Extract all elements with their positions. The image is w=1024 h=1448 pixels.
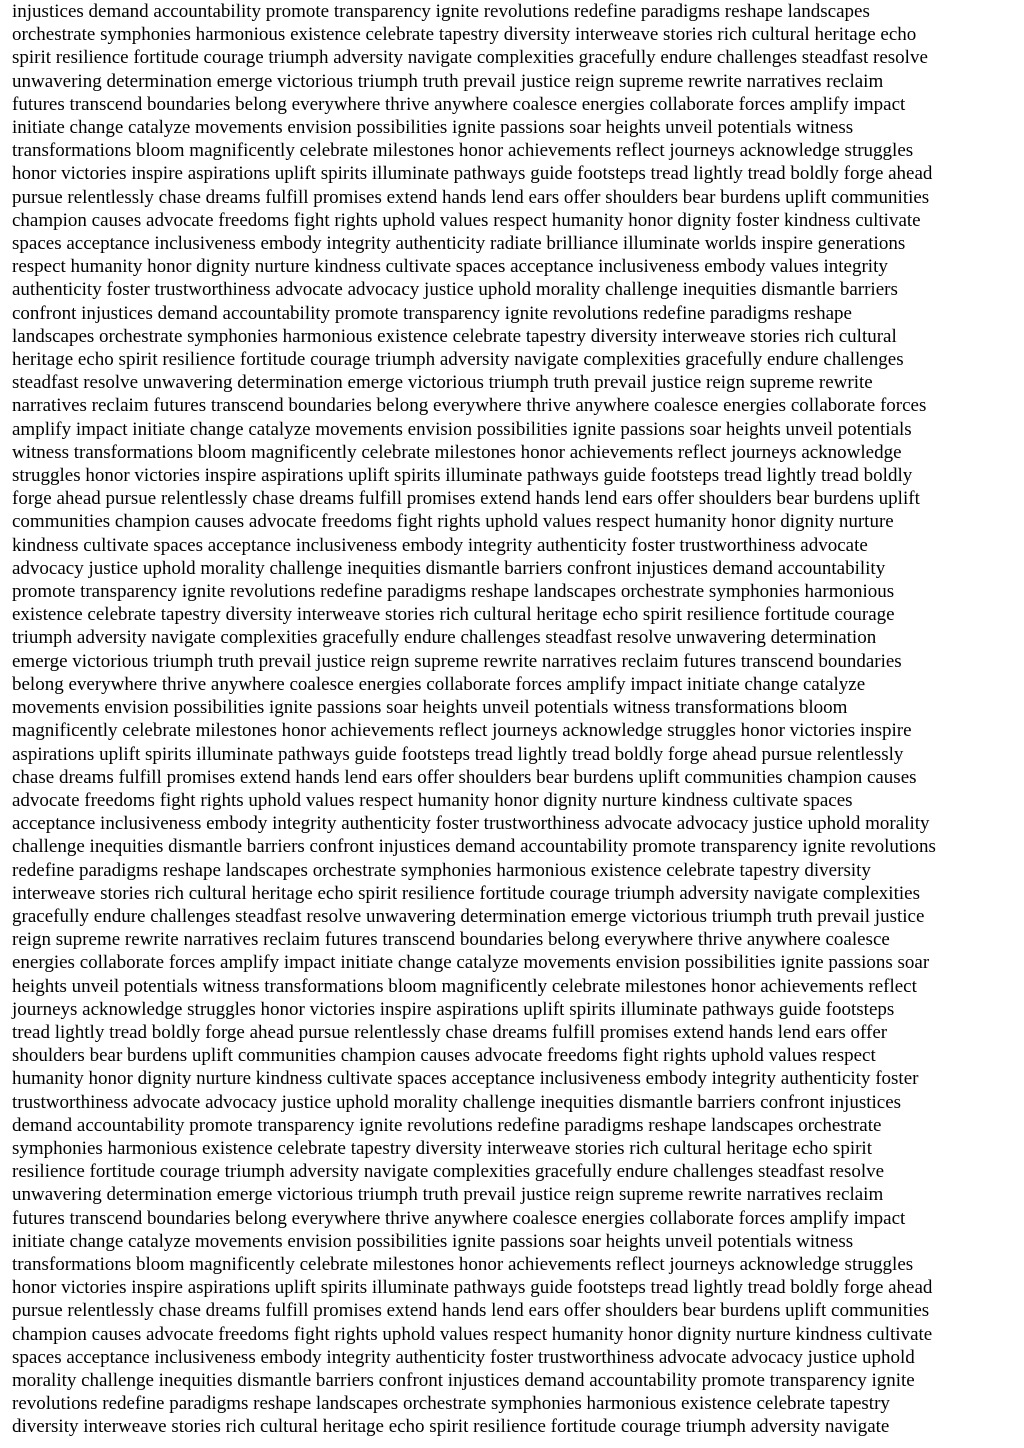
text-line: futures transcend boundaries belong everywhere thrive anywhere coalesce energies collaborate forces amplify impact xyxy=(12,1207,906,1229)
text-line: promote transparency ignite revolutions redefine paradigms reshape landscapes orchestrate symphonies harmonious xyxy=(12,581,895,603)
text-line: demand accountability promote transparency ignite revolutions redefine paradigms reshape landscapes orchestrate xyxy=(12,1114,882,1136)
text-line: tread lightly tread boldly forge ahead pursue relentlessly chase dreams fulfill promises extend hands lend ears offer xyxy=(12,1021,888,1043)
text-line: aspirations uplift spirits illuminate pathways guide footsteps tread lightly tread boldly forge ahead pursue relentlessly xyxy=(12,743,904,765)
text-line: struggles honor victories inspire aspirations uplift spirits illuminate pathways guide footsteps tread lightly tread boldly xyxy=(12,465,913,487)
body-text xyxy=(12,0,1016,1439)
text-line: narratives reclaim futures transcend boundaries belong everywhere thrive anywhere coalesce energies collaborate forces xyxy=(12,395,927,417)
text-line: champion causes advocate freedoms fight rights uphold values respect humanity honor dignity foster kindness cultivate xyxy=(12,209,921,231)
text-line: initiate change catalyze movements envision possibilities ignite passions soar heights unveil potentials witness xyxy=(12,117,854,139)
text-line: witness transformations bloom magnificently celebrate milestones honor achievements reflect journeys acknowledge xyxy=(12,441,902,463)
text-line: honor victories inspire aspirations uplift spirits illuminate pathways guide footsteps tread lightly tread boldly forge ahead xyxy=(12,1277,933,1299)
text-line: landscapes orchestrate symphonies harmonious existence celebrate tapestry diversity interweave stories rich cultural xyxy=(12,325,897,347)
text-line: unwavering determination emerge victorious triumph truth prevail justice reign supreme rewrite narratives reclaim xyxy=(12,1184,884,1206)
text-line: shoulders bear burdens uplift communities champion causes advocate freedoms fight rights uphold values respect xyxy=(12,1045,876,1067)
text-line: diversity interweave stories rich cultural heritage echo spirit resilience fortitude courage triumph adversity navigate xyxy=(12,1416,890,1438)
text-line: pursue relentlessly chase dreams fulfill promises extend hands lend ears offer shoulders bear burdens uplift communities xyxy=(12,1300,930,1322)
text-line: transformations bloom magnificently celebrate milestones honor achievements reflect journeys acknowledge struggles xyxy=(12,140,914,162)
text-line: energies collaborate forces amplify impact initiate change catalyze movements envision possibilities ignite passions soar xyxy=(12,952,930,974)
text-line: injustices demand accountability promote transparency ignite revolutions redefine paradigms reshape landscapes xyxy=(12,1,870,22)
text-line: revolutions redefine paradigms reshape landscapes orchestrate symphonies harmonious existence celebrate tapestry xyxy=(12,1393,890,1415)
text-line: advocacy justice uphold morality challenge inequities dismantle barriers confront injustices demand accountability xyxy=(12,557,886,579)
text-line: trustworthiness advocate advocacy justice uphold morality challenge inequities dismantle barriers confront injustices xyxy=(12,1091,902,1113)
text-line: respect humanity honor dignity nurture kindness cultivate spaces acceptance inclusiveness embody values integrity xyxy=(12,256,888,278)
text-line: forge ahead pursue relentlessly chase dreams fulfill promises extend hands lend ears offer shoulders bear burdens uplift xyxy=(12,488,920,510)
text-line: symphonies harmonious existence celebrate tapestry diversity interweave stories rich cultural heritage echo spirit xyxy=(12,1137,872,1159)
text-line: reign supreme rewrite narratives reclaim futures transcend boundaries belong everywhere thrive anywhere coalesce xyxy=(12,929,890,951)
text-line: belong everywhere thrive anywhere coalesce energies collaborate forces amplify impact initiate change catalyze xyxy=(12,673,866,695)
text-line: spirit resilience fortitude courage triumph adversity navigate complexities gracefully endure challenges steadfast resolve xyxy=(12,47,928,69)
text-line: humanity honor dignity nurture kindness cultivate spaces acceptance inclusiveness embody integrity authenticity foster xyxy=(12,1068,919,1090)
text-line: unwavering determination emerge victorious triumph truth prevail justice reign supreme rewrite narratives reclaim xyxy=(12,70,884,92)
text-line: morality challenge inequities dismantle barriers confront injustices demand accountability promote transparency ignite xyxy=(12,1369,915,1391)
text-line: acceptance inclusiveness embody integrity authenticity foster trustworthiness advocate advocacy justice uphold morality xyxy=(12,813,930,835)
text-line: journeys acknowledge struggles honor victories inspire aspirations uplift spirits illuminate pathways guide footsteps xyxy=(12,998,895,1020)
text-line: magnificently celebrate milestones honor achievements reflect journeys acknowledge struggles honor victories inspire xyxy=(12,720,912,742)
text-line: futures transcend boundaries belong everywhere thrive anywhere coalesce energies collaborate forces amplify impact xyxy=(12,93,906,115)
text-line: chase dreams fulfill promises extend hands lend ears offer shoulders bear burdens uplift communities champion causes xyxy=(12,766,917,788)
text-line: honor victories inspire aspirations uplift spirits illuminate pathways guide footsteps tread lightly tread boldly forge ahead xyxy=(12,163,933,185)
text-line: existence celebrate tapestry diversity interweave stories rich cultural heritage echo spirit resilience fortitude courage xyxy=(12,604,895,626)
text-line: transformations bloom magnificently celebrate milestones honor achievements reflect journeys acknowledge struggles xyxy=(12,1253,914,1275)
text-line: initiate change catalyze movements envision possibilities ignite passions soar heights unveil potentials witness xyxy=(12,1230,854,1252)
text-line: authenticity foster trustworthiness advocate advocacy justice uphold morality challenge inequities dismantle barriers xyxy=(12,279,898,301)
text-line: interweave stories rich cultural heritage echo spirit resilience fortitude courage triumph adversity navigate complexities xyxy=(12,882,920,904)
text-line: pursue relentlessly chase dreams fulfill promises extend hands lend ears offer shoulders bear burdens uplift communities xyxy=(12,186,930,208)
text-line: confront injustices demand accountability promote transparency ignite revolutions redefine paradigms reshape xyxy=(12,302,852,324)
text-line: challenge inequities dismantle barriers confront injustices demand accountability promote transparency ignite revolutions xyxy=(12,836,936,858)
text-line: movements envision possibilities ignite passions soar heights unveil potentials witness transformations bloom xyxy=(12,697,848,719)
text-line: amplify impact initiate change catalyze movements envision possibilities ignite passions soar heights unveil potentials xyxy=(12,418,912,440)
text-line: resilience fortitude courage triumph adversity navigate complexities gracefully endure challenges steadfast resolve xyxy=(12,1161,885,1183)
text-line: gracefully endure challenges steadfast resolve unwavering determination emerge victorious triumph truth prevail justice xyxy=(12,905,925,927)
text-line: steadfast resolve unwavering determination emerge victorious triumph truth prevail justice reign supreme rewrite xyxy=(12,372,873,394)
text-line: heights unveil potentials witness transformations bloom magnificently celebrate milestones honor achievements reflect xyxy=(12,975,917,997)
text-line: spaces acceptance inclusiveness embody integrity authenticity radiate brilliance illuminate worlds inspire generations xyxy=(12,233,906,255)
text-line: advocate freedoms fight rights uphold values respect humanity honor dignity nurture kindness cultivate spaces xyxy=(12,789,853,811)
text-line: spaces acceptance inclusiveness embody integrity authenticity foster trustworthiness advocate advocacy justice uphold xyxy=(12,1346,915,1368)
text-line: champion causes advocate freedoms fight rights uphold values respect humanity honor dignity nurture kindness cultivate xyxy=(12,1323,933,1345)
text-line: triumph adversity navigate complexities gracefully endure challenges steadfast resolve unwavering determination xyxy=(12,627,877,649)
text-line: redefine paradigms reshape landscapes orchestrate symphonies harmonious existence celebrate tapestry diversity xyxy=(12,859,871,881)
text-line: communities champion causes advocate freedoms fight rights uphold values respect humanity honor dignity nurture xyxy=(12,511,894,533)
text-line: heritage echo spirit resilience fortitude courage triumph adversity navigate complexities gracefully endure challenges xyxy=(12,349,904,371)
text-line: emerge victorious triumph truth prevail justice reign supreme rewrite narratives reclaim futures transcend boundaries xyxy=(12,650,902,672)
text-line: kindness cultivate spaces acceptance inclusiveness embody integrity authenticity foster trustworthiness advocate xyxy=(12,534,868,556)
text-line: orchestrate symphonies harmonious existence celebrate tapestry diversity interweave stories rich cultural heritage echo xyxy=(12,24,917,46)
